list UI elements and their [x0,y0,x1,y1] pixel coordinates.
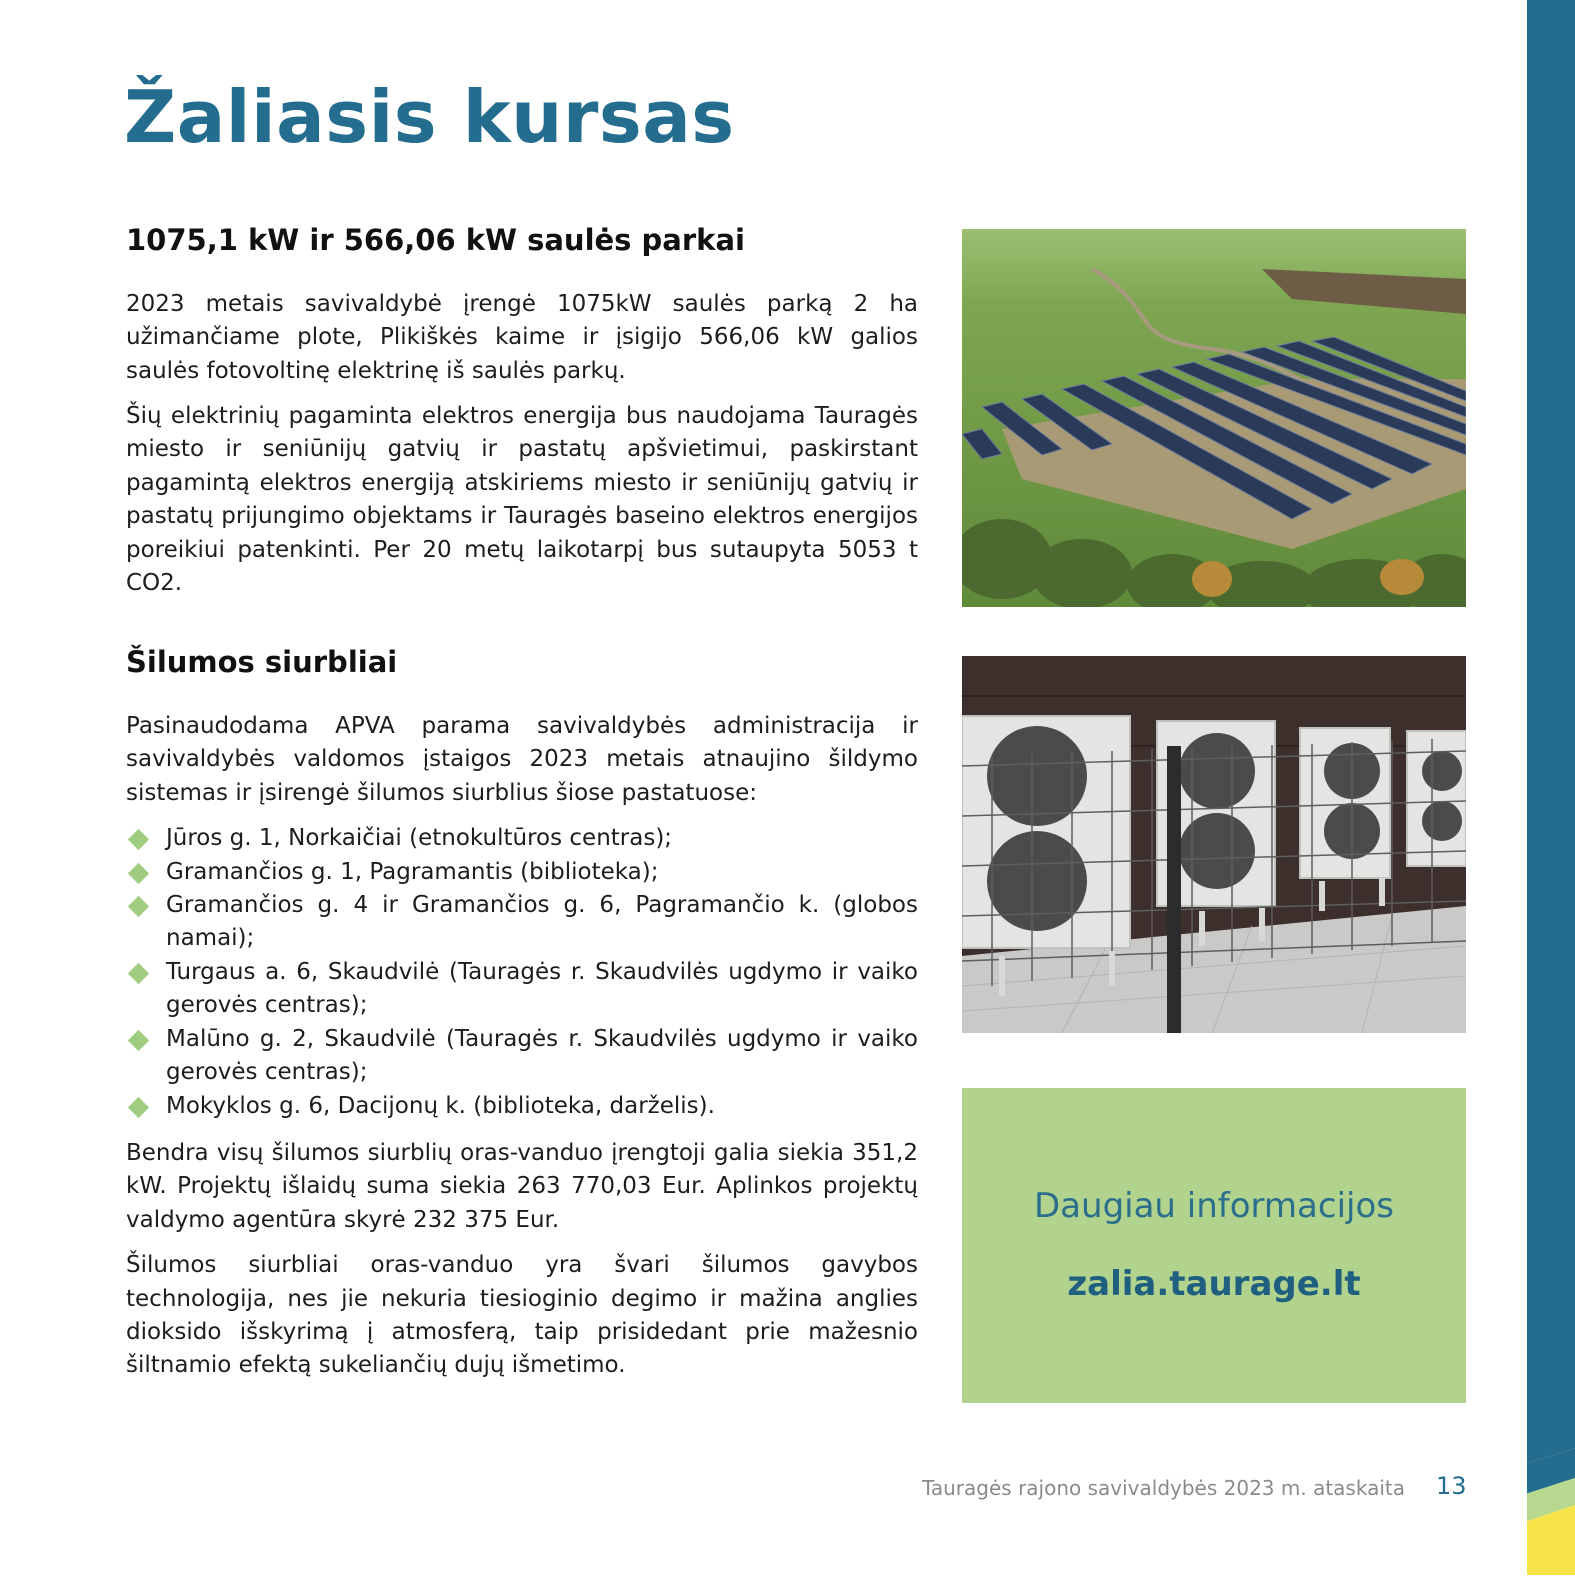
page-title: Žaliasis kursas [124,75,735,159]
list-item-text: Malūno g. 2, Skaudvilė (Tauragės r. Skaudvilės ugdymo ir vaiko gerovės centras); [166,1025,918,1086]
list-item-text: Gramančios g. 4 ir Gramančios g. 6, Pagramančio k. (globos namai); [166,892,918,952]
main-text-column [126,222,918,1395]
list-item-text: Jūros g. 1, Norkaičiai (etnokultūros centras); [166,825,673,852]
heat-pumps-intro: Pasinaudodama APVA parama savivaldybės administracija ir savivaldybės valdomos įstaigos 2023 metais atnaujino šildymo sistemas ir įsirengė šilumos siurblius šiose pastatuose: [126,713,918,806]
solar-heading: 1075,1 kW ir 566,06 kW saulės parkai [126,223,745,257]
list-item [126,856,918,889]
list-item [126,822,918,855]
diamond-bullet-icon [128,1030,149,1051]
diamond-bullet-icon [128,829,149,850]
more-info-label: Daugiau informacijos [1034,1186,1394,1226]
more-info-link[interactable]: zalia.taurage.lt [1067,1264,1361,1304]
diamond-bullet-icon [128,963,149,984]
footer-report-title: Tauragės rajono savivaldybės 2023 m. ataskaita [921,1476,1405,1500]
solar-park-photo [962,229,1466,607]
page-number: 13 [1436,1472,1467,1500]
list-item [126,1090,918,1123]
solar-paragraph-1: 2023 metais savivaldybė įrengė 1075kW saulės parką 2 ha užimančiame plote, Plikiškės kaime ir įsigijo 566,06 kW galios saulės fotovoltinę elektrinę iš saulės parkų. [126,290,918,384]
list-item-text: Gramančios g. 1, Pagramantis (biblioteka); [166,858,659,885]
list-item [126,889,918,956]
diamond-bullet-icon [128,1096,149,1117]
heat-pumps-cost-paragraph: Bendra visų šilumos siurblių oras-vanduo įrengtoji galia siekia 351,2 kW. Projektų išlaidų suma siekia 263 770,03 Eur. Aplinkos projektų valdymo agentūra skyrė 232 375 Eur. [126,1139,918,1233]
heat-pumps-photo [962,656,1466,1033]
more-info-box [962,1088,1466,1403]
list-item [126,956,918,1023]
list-item-text: Mokyklos g. 6, Dacijonų k. (biblioteka, darželis). [166,1092,715,1119]
list-item-text: Turgaus a. 6, Skaudvilė (Tauragės r. Skaudvilės ugdymo ir vaiko gerovės centras); [166,958,918,1019]
side-decoration-bar [1527,0,1575,1575]
solar-paragraph-2: Šių elektrinių pagaminta elektros energija bus naudojama Tauragės miesto ir seniūnijų gatvių ir pastatų apšvietimui, paskirstant pagamintą elektros energiją atskiriems miesto ir seniūnijų gatvių ir pastatų prijungimo objektams ir Tauragės baseino elektros energijos poreikiui patenkinti. Per 20 metų laikotarpį bus sutaupyta 5053 t CO2. [126,402,918,596]
diamond-bullet-icon [128,896,149,917]
heat-pumps-heading: Šilumos siurbliai [126,645,398,680]
list-item [126,1023,918,1090]
heat-pumps-benefit-paragraph: Šilumos siurbliai oras-vanduo yra švari šilumos gavybos technologija, nes jie nekuria tiesioginio degimo ir mažina anglies dioksido išskyrimą į atmosferą, taip prisidedant prie mažesnio šiltnamio efektą sukeliančių dujų išmetimo. [126,1252,918,1379]
heat-pump-locations-list [126,822,918,1123]
diamond-bullet-icon [128,863,149,884]
